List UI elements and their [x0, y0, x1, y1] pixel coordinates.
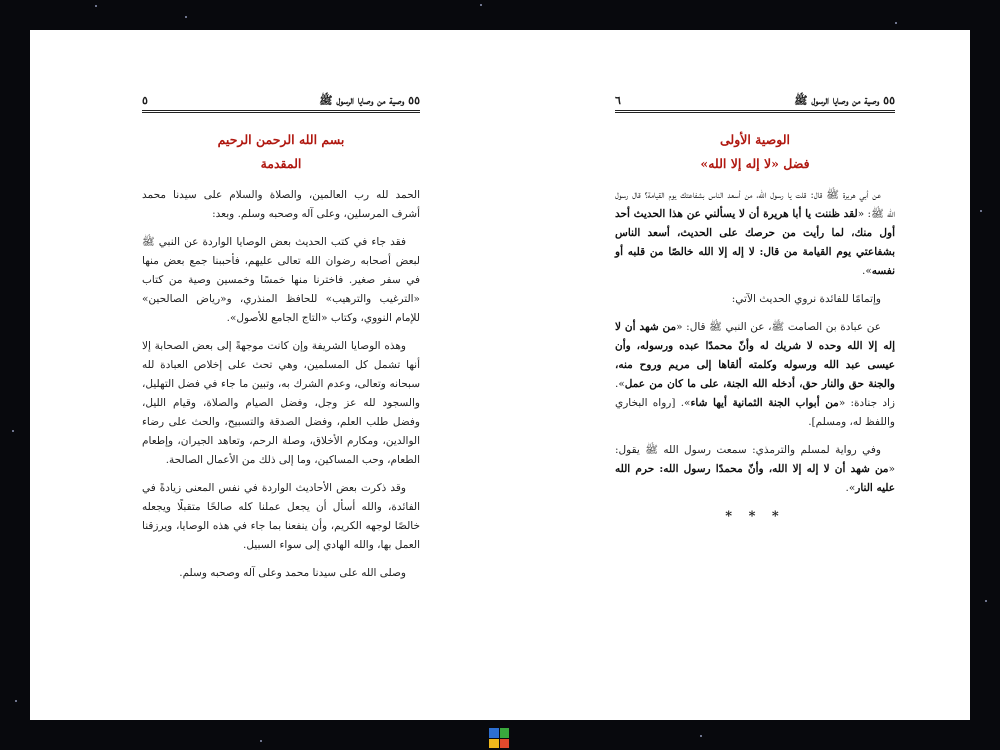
running-title: ٥٥ وصية من وصايا الرسول ﷺ — [319, 94, 420, 107]
paragraph: وإتمامًا للفائدة نروي الحديث الآتي: — [731, 293, 881, 305]
app-logo-icon[interactable] — [489, 728, 509, 748]
paragraph: وهذه الوصايا الشريفة وإن كانت موجهةً إلى بعض الصحابة إلا أنها تشمل كل المسلمين، وهي تحث على إخلاص العبادة لله سبحانه وتعالى، وعدم الشرك به، وتبين ما جاء في فضل التهليل، والسجود لله عز وجل، وفضل الصيام والصلاة، وقيام الليل، وفضل طلب العلم، وفضل الصدقة والتسبيح، والحث على رضاء الوالدين، ومكارم الأخلاق، وصلة الرحم، وتعاهد الجيران، وإطعام الطعام، وحب المساكين، وما إلى ذلك من الأعمال الصالحة. — [142, 340, 420, 466]
hadith-text: لقد ظننت يا أبا هريرة أن لا يسألني عن هذا الحديث أحد أول منك، لما رأيت من حرصك على الحديث، أسعد الناس بشفاعتي يوم القيامة من قال: لا إله إلا الله خالصًا من قلبه أو نفسه — [615, 208, 895, 277]
page-body — [142, 128, 420, 592]
hadith-text: من شهد أن لا إله إلا الله وحده لا شريك له وأنّ محمدًا عبده ورسوله، وأن عيسى عبد الله ورسوله وكلمته ألقاها إلى مريم وروح منه، والجنة حق والنار حق، أدخله الله الجنة، على ما كان من عمل — [615, 321, 895, 390]
paragraph: الحمد لله رب العالمين، والصلاة والسلام على سيدنا محمد أشرف المرسلين، وعلى آله وصحبه وسلم. وبعد: — [142, 189, 420, 220]
running-title: ٥٥ وصية من وصايا الرسول ﷺ — [794, 94, 895, 107]
chapter-subtitle: فضل «لا إله إلا الله» — [700, 156, 810, 171]
basmala: بسم الله الرحمن الرحيم — [217, 132, 345, 147]
page-right[interactable] — [500, 30, 970, 720]
page-number: ٦ — [615, 94, 621, 107]
page-body — [615, 128, 895, 526]
book-spread — [30, 30, 970, 720]
paragraph: وقد ذكرت بعض الأحاديث الواردة في نفس المعنى زيادةً في الفائدة، والله أسأل أن يجعل عملنا كله صالحًا متقبلًا ويجعله خالصًا لوجهه الكريم، وأن ينفعنا بما جاء في هذه الوصايا، ويرزقنا العمل بها، والله الهادي إلى سواء السبيل. — [142, 482, 420, 551]
section-separator: * * * — [725, 509, 785, 524]
hadith-paragraph: وفي رواية لمسلم والترمذي: سمعت رسول الله ﷺ يقول: «من شهد أن لا إله إلا الله، وأنّ محمدًا رسول الله: حرم الله عليه النار». — [615, 444, 895, 494]
paragraph: فقد جاء في كتب الحديث بعض الوصايا الواردة عن النبي ﷺ لبعض أصحابه رضوان الله تعالى عليهم، فأحببنا جمع بعض منها في سفر صغير. فاخترنا منها خمسًا وخمسين وصية من كتاب «الترغيب والترهيب» للحافظ المنذري، و«رياض الصالحين» للإمام النووي، وكتاب «التاج الجامع للأصول». — [142, 236, 420, 324]
page-number: ٥ — [142, 94, 148, 107]
section-title: المقدمة — [260, 156, 302, 171]
hadith-text: من أبواب الجنة الثمانية أيها شاء — [690, 397, 839, 409]
hadith-paragraph: عن أبي هريرة ﷺ قال: قلت يا رسول الله، من أسعد الناس بشفاعتك يوم القيامة؟ قال رسول الله ﷺ: «لقد ظننت يا أبا هريرة أن لا يسألني عن هذا الحديث أحد أول منك، لما رأيت من حرصك على الحديث، أسعد الناس بشفاعتي يوم القيامة من قال: لا إله إلا الله خالصًا من قلبه أو نفسه». — [615, 189, 896, 277]
hadith-paragraph: عن عبادة بن الصامت ﷺ، عن النبي ﷺ قال: «من شهد أن لا إله إلا الله وحده لا شريك له وأنّ محمدًا عبده ورسوله، وأن عيسى عبد الله ورسوله وكلمته ألقاها إلى مريم وروح منه، والجنة حق والنار حق، أدخله الله الجنة، على ما كان من عمل». زاد جنادة: «من أبواب الجنة الثمانية أيها شاء». [رواه البخاري واللفظ له، ومسلم]. — [615, 321, 895, 428]
chapter-title: الوصية الأولى — [719, 132, 791, 147]
hadith-text: من شهد أن لا إله إلا الله، وأنّ محمدًا رسول الله: حرم الله عليه النار — [615, 463, 895, 494]
page-left[interactable] — [30, 30, 500, 720]
page-header — [142, 94, 420, 113]
page-header — [615, 94, 895, 113]
paragraph: وصلى الله على سيدنا محمد وعلى آله وصحبه وسلم. — [179, 567, 406, 579]
